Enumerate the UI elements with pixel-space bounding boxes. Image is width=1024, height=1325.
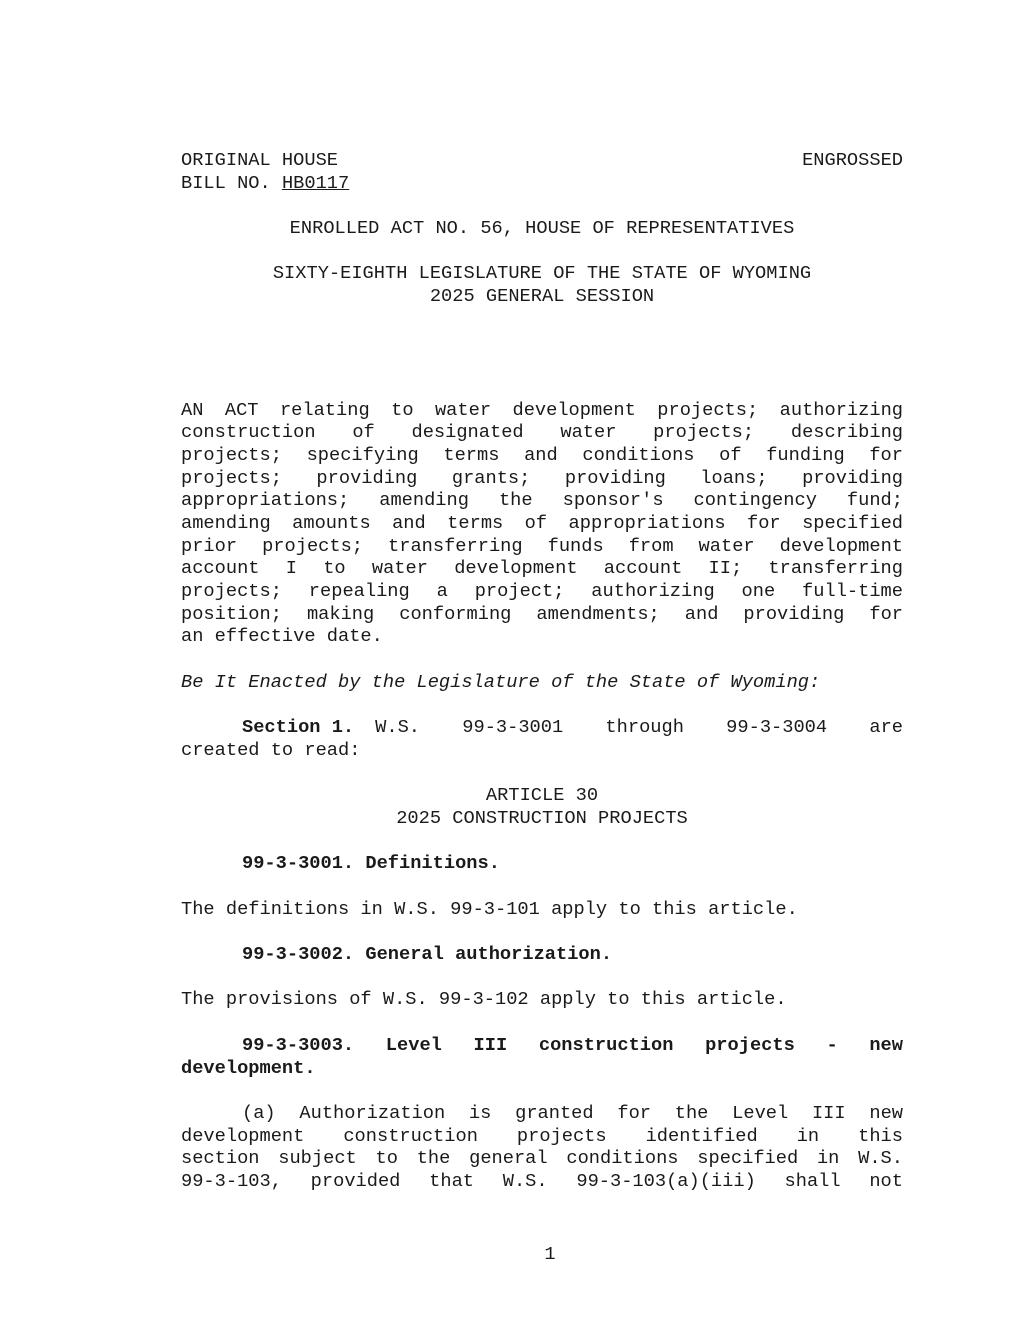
enacting-clause: Be It Enacted by the Legislature of the State of Wyoming: <box>181 670 821 693</box>
act-line: position; making conforming amendments; and providing for <box>181 602 903 625</box>
section-3003-para-line: section subject to the general conditions specified in W.S. <box>181 1147 903 1170</box>
section-3001-text: The definitions in W.S. 99-3-101 apply to this article. <box>181 897 798 920</box>
section-3001-heading: 99-3-3001. Definitions. <box>242 852 500 875</box>
act-line: amending amounts and terms of appropriations for specified <box>181 512 903 534</box>
act-line: appropriations; amending the sponsor's contingency fund; <box>181 489 903 512</box>
article-number: ARTICLE 30 <box>485 784 599 807</box>
act-line: AN ACT relating to water development projects; authorizing <box>181 398 903 421</box>
article-title: 2025 CONSTRUCTION PROJECTS <box>396 806 688 829</box>
section-3003-para-line: (a) Authorization is granted for the Level III new <box>242 1101 903 1124</box>
legislature-title: SIXTY-EIGHTH LEGISLATURE OF THE STATE OF WYOMING <box>272 262 812 285</box>
page-number: 1 <box>544 1243 556 1265</box>
act-line: projects; providing grants; providing loans; providing <box>181 466 903 489</box>
engrossed-label: ENGROSSED <box>802 149 903 171</box>
bill-number: HB0117 <box>281 171 350 194</box>
original-house-label: ORIGINAL HOUSE <box>181 149 339 171</box>
section-3003-para-line: development construction projects identified in this <box>181 1124 903 1147</box>
act-line: projects; specifying terms and conditions of funding for <box>181 443 903 466</box>
section-3002-heading: 99-3-3002. General authorization. <box>242 943 613 966</box>
session-title: 2025 GENERAL SESSION <box>429 285 655 308</box>
header-row-1 <box>181 149 903 172</box>
enrolled-act-title: ENROLLED ACT NO. 56, HOUSE OF REPRESENTATIVES <box>289 217 795 240</box>
section-3002-text: The provisions of W.S. 99-3-102 apply to this article. <box>181 988 787 1011</box>
section-3003-heading-line-1: 99-3-3003. Level III construction projects - new <box>242 1033 903 1056</box>
act-line: prior projects; transferring funds from water development <box>181 534 903 557</box>
section-1-line-2: created to read: <box>181 738 361 761</box>
act-line: projects; repealing a project; authorizing one full-time <box>181 580 903 603</box>
bill-number-label: BILL NO. <box>181 171 271 194</box>
section-3003-para-line: 99-3-103, provided that W.S. 99-3-103(a)(iii) shall not <box>181 1169 903 1192</box>
bill-page <box>181 149 903 1193</box>
act-summary <box>181 399 903 649</box>
section-3003-heading-line-2: development. <box>181 1056 316 1079</box>
section-1-label: Section 1. <box>242 716 355 739</box>
act-line: construction of designated water projects; describing <box>181 421 903 444</box>
section-1-text: W.S. 99-3-3001 through 99-3-3004 are <box>375 716 903 739</box>
header-row-2 <box>181 172 903 195</box>
act-line-last: an effective date. <box>181 625 383 648</box>
section-1-line-1 <box>181 716 903 739</box>
act-line: account I to water development account II; transferring <box>181 557 903 580</box>
